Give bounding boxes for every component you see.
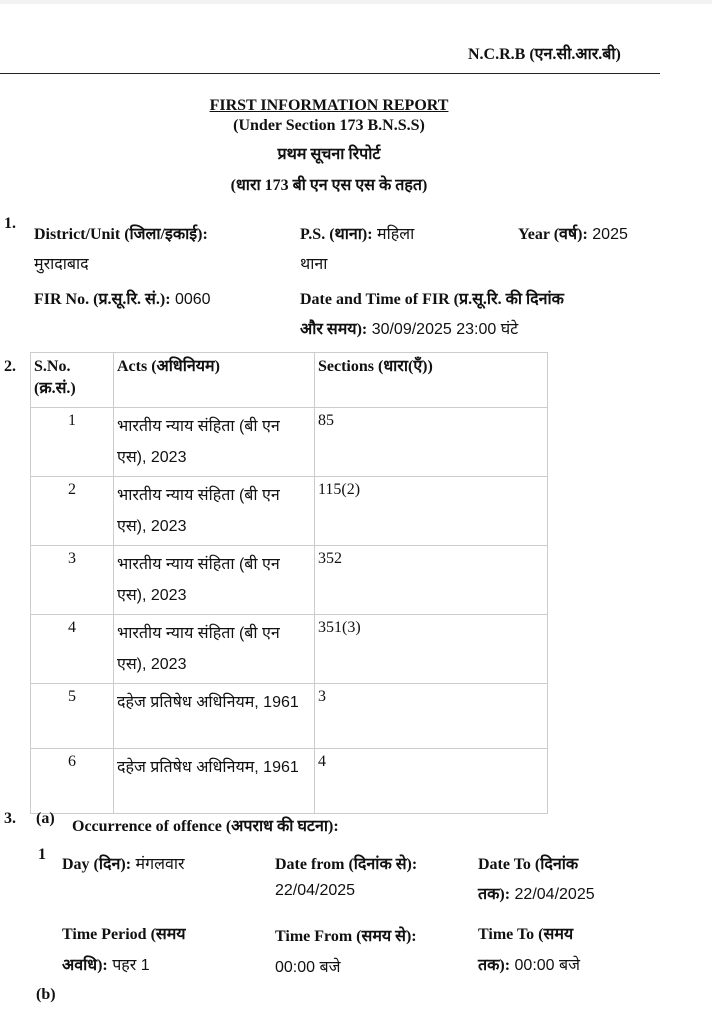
ps-value: महिला [377, 226, 415, 243]
day-value: मंगलवार [135, 856, 185, 873]
row-section: 3 [315, 684, 548, 749]
header-divider [0, 73, 660, 74]
time-period-label: Time Period (समय [62, 926, 186, 943]
section-3a-label: (a) [36, 810, 55, 827]
table-row [31, 408, 548, 477]
day-label: Day (दिन): [62, 856, 132, 873]
district-value: मुरादाबाद [34, 256, 89, 273]
row-sno: 1 [31, 408, 114, 477]
row-sno: 3 [31, 546, 114, 615]
row-section: 4 [315, 749, 548, 814]
report-title: FIRST INFORMATION REPORT [209, 97, 449, 114]
time-from-label: Time From (समय से): [275, 928, 417, 945]
time-to-value: 00:00 बजे [514, 957, 581, 974]
acts-sections-table [30, 352, 548, 814]
time-to-label: Time To (समय [478, 926, 574, 943]
row-section: 115(2) [315, 477, 548, 546]
row-sno: 6 [31, 749, 114, 814]
section-3b-label: (b) [36, 986, 56, 1003]
date-from-label: Date from (दिनांक से): [275, 856, 418, 873]
row-act: दहेज प्रतिषेध अधिनियम, 1961 [114, 684, 315, 749]
date-to-field [478, 882, 595, 904]
fir-datetime-label-cont: और समय): [300, 321, 368, 338]
row-act: दहेज प्रतिषेध अधिनियम, 1961 [114, 749, 315, 814]
fir-value: 0060 [174, 291, 211, 308]
time-period-value: पहर 1 [112, 957, 150, 974]
table-row [31, 477, 548, 546]
top-bar [0, 0, 712, 4]
row-act: भारतीय न्याय संहिता (बी एन एस), 2023 [114, 477, 315, 546]
time-to-label-cont: तक): [478, 957, 511, 974]
section-1-number: 1. [4, 215, 16, 232]
time-period-label-cont: अवधि): [62, 957, 108, 974]
time-to-field [478, 953, 580, 975]
agency-header: N.C.R.B (एन.सी.आर.बी) [468, 46, 621, 63]
col-header-sections: Sections (धारा(एँ)) [315, 353, 548, 408]
report-subtitle: (Under Section 173 B.N.S.S) [233, 117, 425, 134]
col-header-acts: Acts (अधिनियम) [114, 353, 315, 408]
section-3-number: 3. [4, 810, 16, 827]
date-to-value: 22/04/2025 [514, 886, 595, 903]
row-act: भारतीय न्याय संहिता (बी एन एस), 2023 [114, 408, 315, 477]
time-period-field [62, 953, 150, 975]
ps-label: P.S. (थाना): [300, 226, 373, 243]
row-sno: 5 [31, 684, 114, 749]
date-to-label: Date To (दिनांक [478, 856, 579, 873]
row-sno: 2 [31, 477, 114, 546]
district-label: District/Unit (जिला/इकाई): [34, 226, 208, 243]
year-value: 2025 [592, 226, 628, 243]
table-row [31, 749, 548, 814]
fir-label: FIR No. (प्र.सू.रि. सं.): [34, 291, 171, 308]
fir-field [34, 287, 211, 309]
ps-field [300, 222, 414, 244]
row-sno: 4 [31, 615, 114, 684]
table-row [31, 546, 548, 615]
date-to-label-cont: तक): [478, 886, 511, 903]
table-row [31, 615, 548, 684]
ps-value-cont: थाना [300, 256, 328, 273]
year-field [518, 222, 628, 244]
report-subtitle-hindi: (धारा 173 बी एन एस एस के तहत) [230, 177, 428, 194]
fir-datetime-label: Date and Time of FIR (प्र.सू.रि. की दिनांक [300, 291, 564, 308]
col-header-sno: S.No. (क्र.सं.) [31, 353, 114, 408]
report-title-hindi: प्रथम सूचना रिपोर्ट [277, 146, 381, 163]
row-section: 352 [315, 546, 548, 615]
date-from-value: 22/04/2025 [275, 882, 356, 899]
table-row [31, 684, 548, 749]
section-2-number: 2. [4, 358, 16, 375]
fir-datetime-field [300, 317, 518, 339]
fir-datetime-value: 30/09/2025 23:00 घंटे [371, 321, 519, 338]
row-act: भारतीय न्याय संहिता (बी एन एस), 2023 [114, 546, 315, 615]
year-label: Year (वर्ष): [518, 226, 588, 243]
occurrence-item-number: 1 [38, 846, 46, 863]
time-from-value: 00:00 बजे [275, 959, 341, 976]
day-field [62, 852, 185, 874]
row-section: 85 [315, 408, 548, 477]
table-header-row [31, 353, 548, 408]
occurrence-label: Occurrence of offence (अपराध की घटना): [72, 818, 339, 835]
row-act: भारतीय न्याय संहिता (बी एन एस), 2023 [114, 615, 315, 684]
row-section: 351(3) [315, 615, 548, 684]
